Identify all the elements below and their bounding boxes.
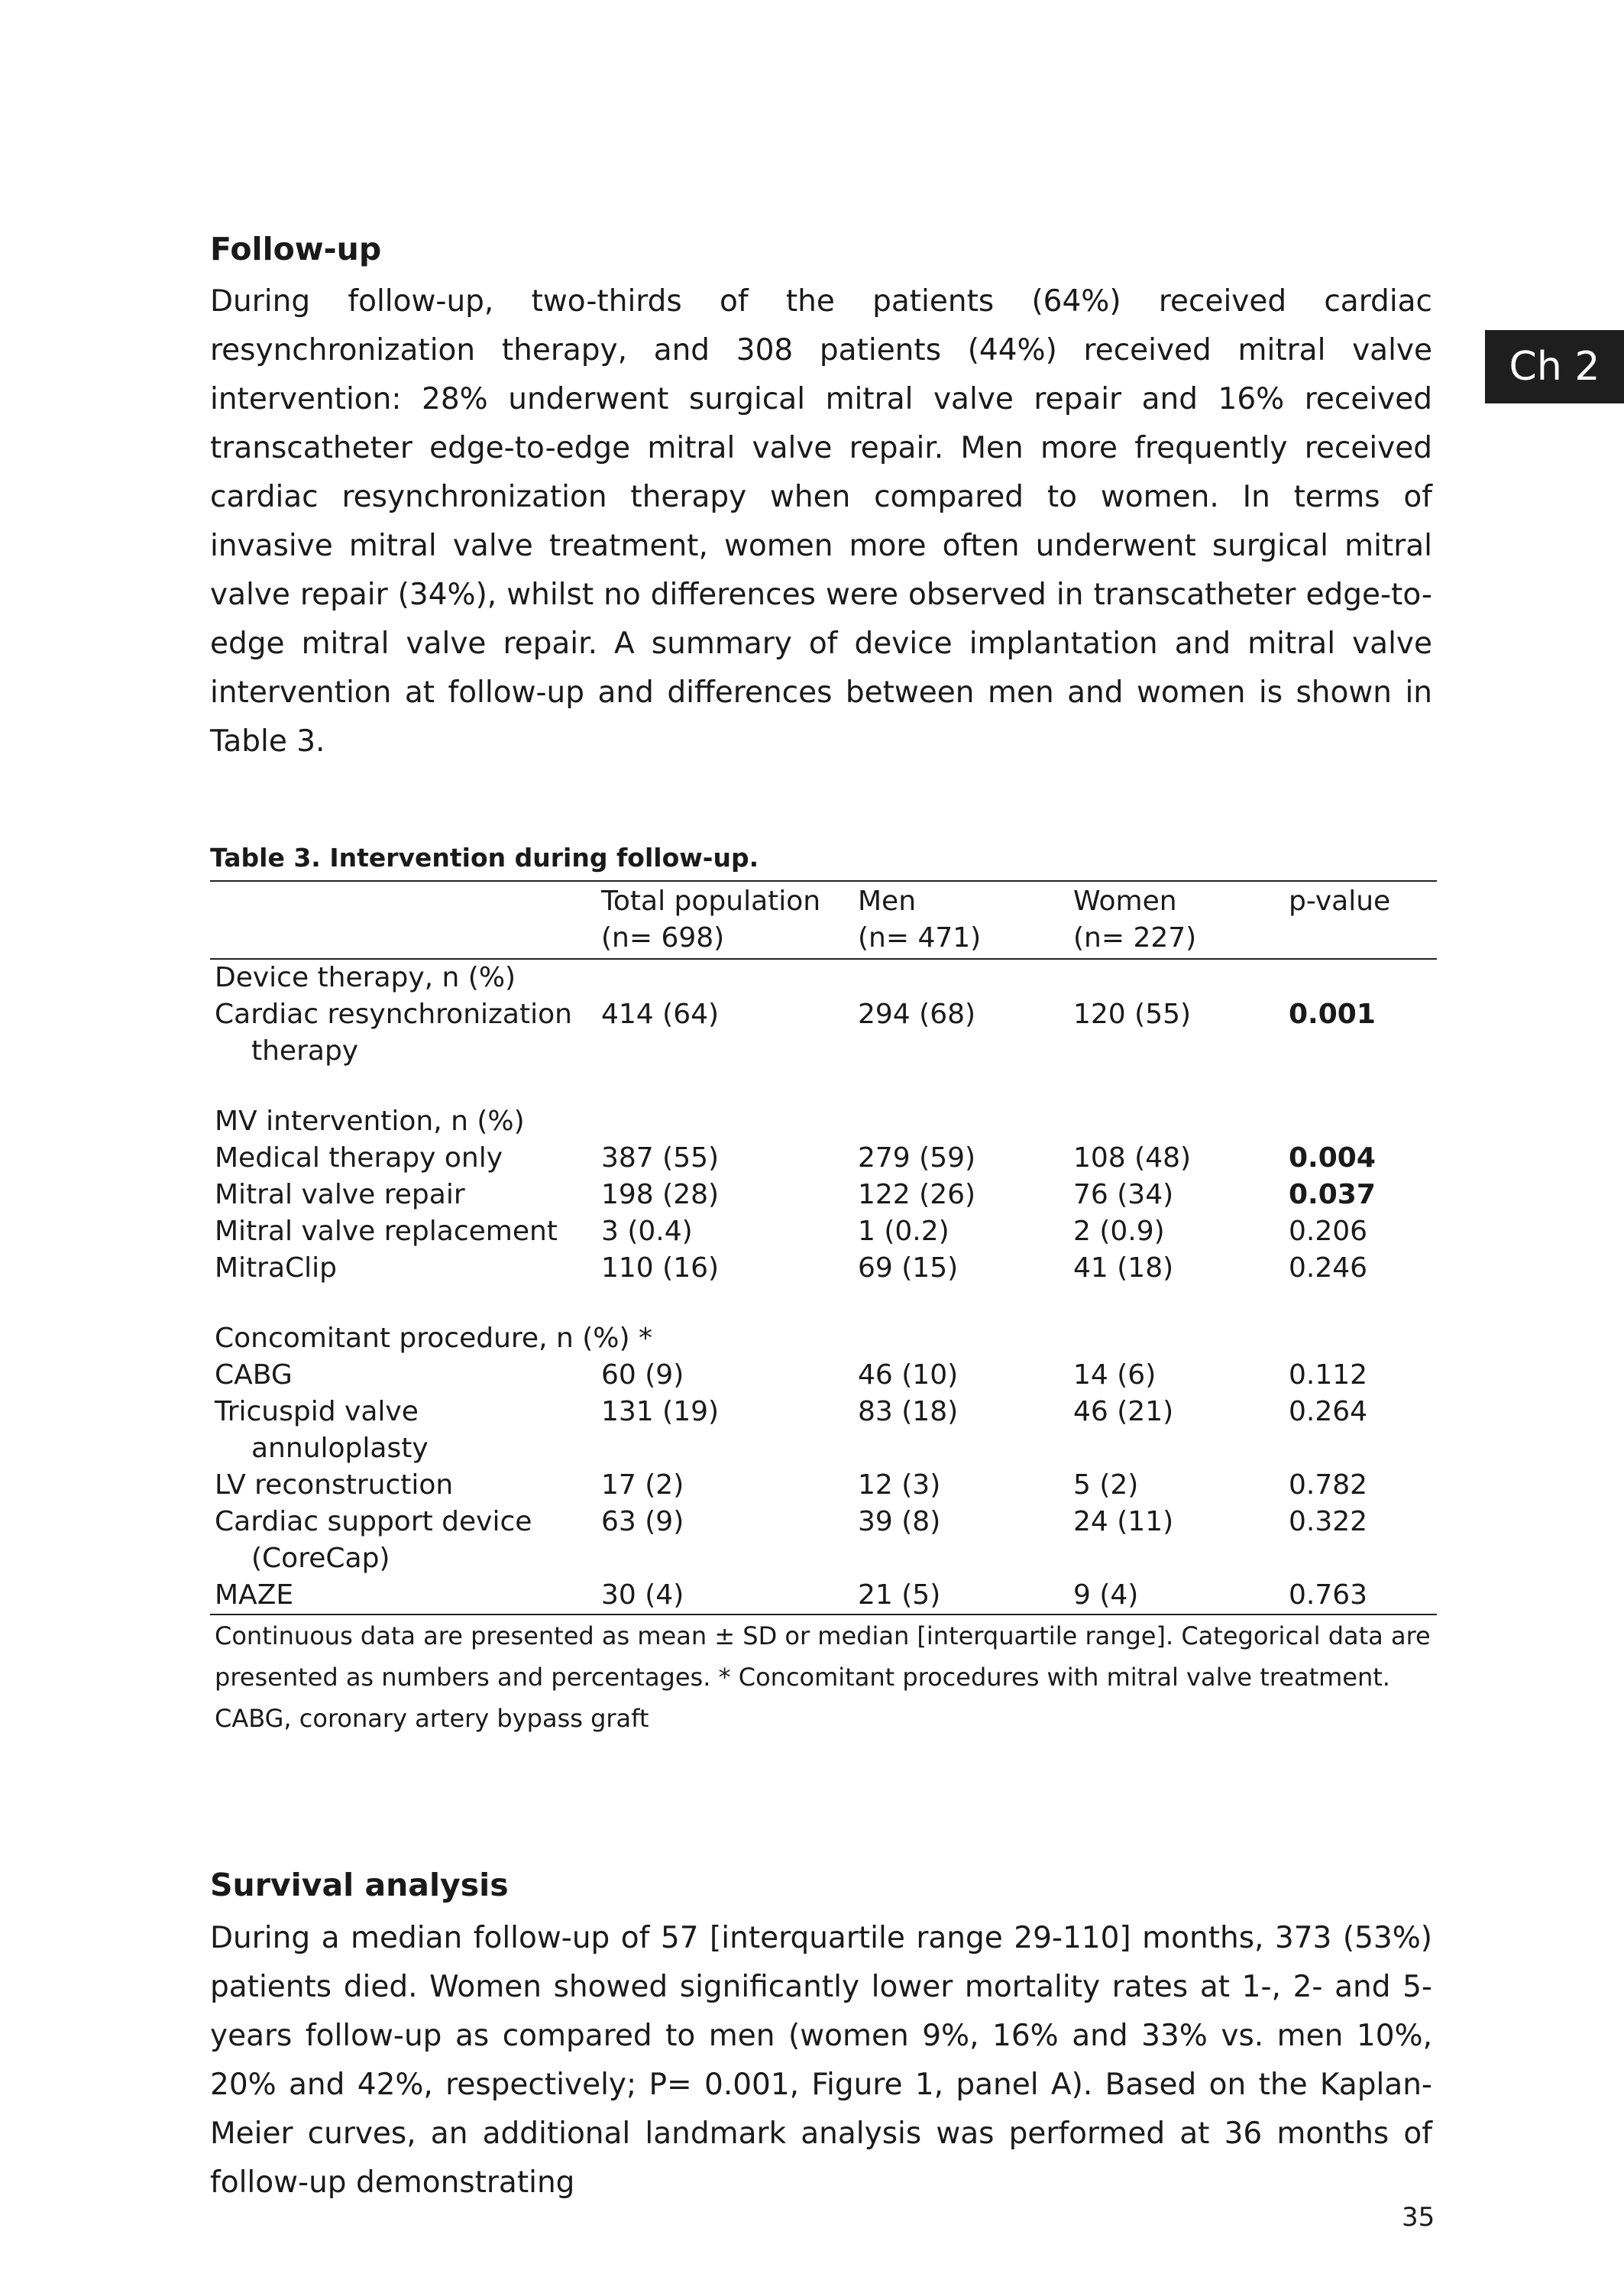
- table-row: [210, 1250, 1437, 1287]
- table-footnote: Continuous data are presented as mean ± SD or median [interquartile range]. Categorical data are presented as numbers and percentages. * Concomitant procedures with mitral valve treatment.: [215, 1621, 1431, 1692]
- cell-men: 46 (10): [858, 1359, 959, 1391]
- cell-men: 83 (18): [858, 1396, 959, 1428]
- cell-total: 198 (28): [601, 1179, 720, 1211]
- cell-men: 122 (26): [858, 1179, 976, 1211]
- row-label: Cardiac resynchronization therapy: [215, 999, 572, 1067]
- cell-pvalue: 0.206: [1289, 1216, 1368, 1248]
- cell-total: 63 (9): [601, 1506, 684, 1538]
- header-empty: [210, 920, 597, 959]
- table-row: [210, 1394, 1437, 1467]
- cell-women: 2 (0.9): [1073, 1216, 1165, 1248]
- table-row: [210, 1213, 1437, 1250]
- header-women: Women: [1069, 881, 1284, 920]
- row-label: Mitral valve replacement: [215, 1216, 558, 1248]
- cell-total: 3 (0.4): [601, 1216, 693, 1248]
- cell-pvalue: 0.112: [1289, 1359, 1368, 1391]
- table-header-row: [210, 881, 1437, 920]
- followup-paragraph: During follow-up, two-thirds of the patients (64%) received cardiac resynchronization therapy, and 308 patients (44%) received mitral valve intervention: 28% underwent surgical mitral valve repair and 16% received transcatheter edge-to-edge mitral valve repair. Men more frequently received cardiac resynchronization therapy when compared to women. In terms of invasive mitral valve treatment, women more often underwent surgical mitral valve repair (34%), whilst no differences were observed in transcatheter edge-to-edge mitral valve repair. A summary of device implantation and mitral valve intervention at follow-up and differences between men and women is shown in Table 3.: [210, 284, 1432, 759]
- table-title: Table 3. Intervention during follow-up.: [210, 843, 759, 873]
- survival-section: [210, 1865, 1432, 2207]
- cell-women: 24 (11): [1073, 1506, 1174, 1538]
- cell-pvalue: 0.264: [1289, 1396, 1368, 1428]
- cell-women: 41 (18): [1073, 1252, 1174, 1284]
- cell-women: 9 (4): [1069, 1577, 1284, 1614]
- cell-women: 76 (34): [1073, 1179, 1174, 1211]
- group-label: Concomitant procedure, n (%) *: [215, 1323, 652, 1355]
- survival-paragraph: During a median follow-up of 57 [interquartile range 29-110] months, 373 (53%) patients died. Women showed significantly lower mortality rates at 1-, 2- and 5-years follow-up as compared to men (women 9%, 16% and 33% vs. men 10%, 20% and 42%, respectively; P= 0.001, Figure 1, panel A). Based on the Kaplan-Meier curves, an additional landmark analysis was performed at 36 months of follow-up demonstrating: [210, 1920, 1432, 2200]
- survival-heading: Survival analysis: [210, 1867, 509, 1904]
- row-label: LV reconstruction: [215, 1469, 454, 1501]
- cell-total: 30 (4): [597, 1577, 853, 1614]
- table-header-n-row: [210, 920, 1437, 959]
- cell-men: 12 (3): [858, 1469, 941, 1501]
- table-row: [210, 1177, 1437, 1213]
- cell-pvalue: 0.763: [1284, 1577, 1437, 1614]
- table-row: [210, 996, 1437, 1070]
- cell-women: 14 (6): [1073, 1359, 1157, 1391]
- cell-total: 110 (16): [601, 1252, 720, 1284]
- header-total: Total population: [597, 881, 853, 920]
- row-label: Cardiac support device (CoreCap): [215, 1506, 532, 1575]
- chapter-tab: Ch 2: [1485, 330, 1624, 403]
- header-pvalue-n: [1284, 920, 1437, 959]
- intervention-table: [210, 880, 1437, 1615]
- cell-women: 108 (48): [1073, 1142, 1192, 1174]
- cell-total: 131 (19): [601, 1396, 720, 1428]
- row-label: MAZE: [210, 1577, 597, 1614]
- followup-heading: Follow-up: [210, 231, 382, 267]
- cell-total: 17 (2): [601, 1469, 684, 1501]
- spacer-row: [210, 1287, 1437, 1320]
- cell-total: 60 (9): [601, 1359, 684, 1391]
- cell-pvalue: 0.322: [1289, 1506, 1368, 1538]
- header-men: Men: [853, 881, 1069, 920]
- group-label: MV intervention, n (%): [215, 1106, 525, 1138]
- cell-total: 387 (55): [601, 1142, 720, 1174]
- row-label: Medical therapy only: [215, 1142, 503, 1174]
- header-total-n: (n= 698): [597, 920, 853, 959]
- row-label: MitraClip: [215, 1252, 338, 1284]
- cell-men: 1 (0.2): [858, 1216, 949, 1248]
- cell-pvalue: 0.246: [1289, 1252, 1368, 1284]
- cell-total: 414 (64): [601, 999, 720, 1031]
- group-label: Device therapy, n (%): [215, 962, 516, 994]
- cell-men: 294 (68): [858, 999, 976, 1031]
- header-empty: [210, 881, 597, 920]
- header-pvalue: p-value: [1284, 881, 1437, 920]
- cell-women: 46 (21): [1073, 1396, 1174, 1428]
- group-row-concomitant: [210, 1320, 1437, 1357]
- table-row: [210, 1140, 1437, 1177]
- table-row: [210, 1467, 1437, 1504]
- table-row: [210, 1504, 1437, 1577]
- page-number: 35: [1402, 2202, 1435, 2233]
- cell-pvalue: 0.037: [1289, 1179, 1376, 1211]
- row-label: Tricuspid valve annuloplasty: [215, 1396, 429, 1465]
- table-row: [210, 1577, 1437, 1614]
- cell-men: 279 (59): [858, 1142, 976, 1174]
- cell-men: 21 (5): [853, 1577, 1069, 1614]
- cell-women: 5 (2): [1073, 1469, 1139, 1501]
- cell-men: 39 (8): [858, 1506, 941, 1538]
- cell-pvalue: 0.004: [1289, 1142, 1376, 1174]
- spacer-row: [210, 1070, 1437, 1103]
- row-label: Mitral valve repair: [215, 1179, 465, 1211]
- page-content: [210, 229, 1432, 2207]
- row-label: CABG: [215, 1359, 293, 1391]
- header-men-n: (n= 471): [853, 920, 1069, 959]
- table-row: [210, 1357, 1437, 1394]
- cell-pvalue: 0.782: [1289, 1469, 1368, 1501]
- cell-men: 69 (15): [858, 1252, 959, 1284]
- header-women-n: (n= 227): [1069, 920, 1284, 959]
- cell-pvalue: 0.001: [1289, 999, 1376, 1031]
- cell-women: 120 (55): [1073, 999, 1192, 1031]
- group-row-device: [210, 959, 1437, 996]
- group-row-mv: [210, 1103, 1437, 1140]
- table-abbreviations: CABG, coronary artery bypass graft: [215, 1704, 649, 1734]
